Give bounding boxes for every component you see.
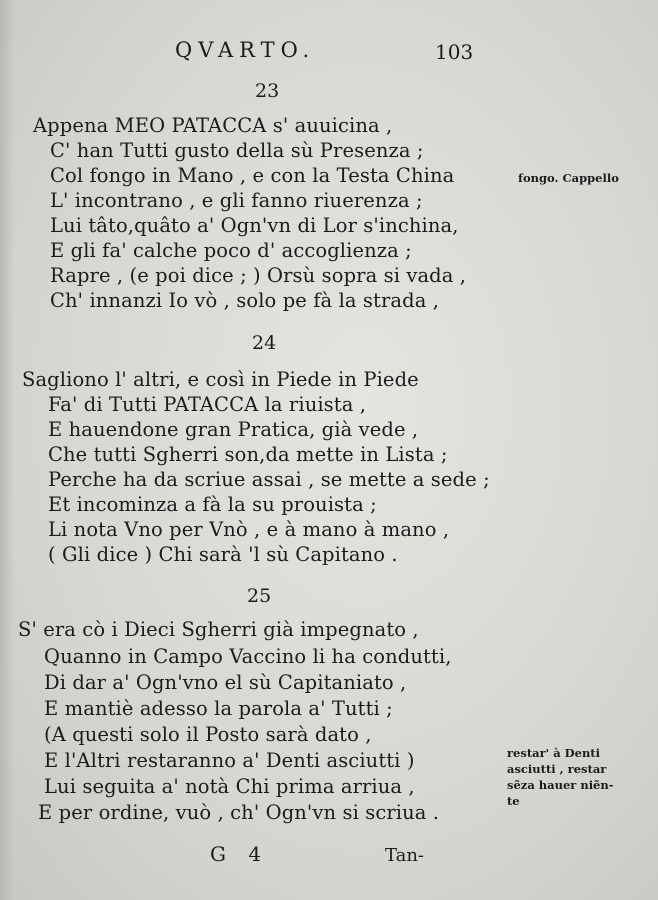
verse-line: L' incontrano , e gli fanno riuerenza ; xyxy=(50,189,423,212)
gloss-line: restar' à Denti xyxy=(507,746,600,760)
verse-line: E l'Altri restaranno a' Denti asciutti ) xyxy=(44,749,415,772)
marginal-gloss-fongo: fongo. Cappello xyxy=(518,171,619,185)
verse-line: Di dar a' Ogn'vno el sù Capitaniato , xyxy=(44,671,407,694)
marginal-gloss-denti xyxy=(507,745,614,809)
verse-line: ( Gli dice ) Chi sarà 'l sù Capitano . xyxy=(48,543,398,566)
verse-line: (A questi solo il Posto sarà dato , xyxy=(44,723,372,746)
verse-line: E mantiè adesso la parola a' Tutti ; xyxy=(44,697,393,720)
verse-line: Appena MEO PATACCA s' auuicina , xyxy=(33,114,393,137)
verse-line: Lui seguita a' notà Chi prima arriua , xyxy=(44,775,415,798)
page-gutter-shadow xyxy=(0,0,14,900)
verse-line: Et incominza a fà la su prouista ; xyxy=(48,493,377,516)
verse-line: Ch' innanzi Io vò , solo pe fà la strada , xyxy=(50,289,440,312)
verse-line: C' han Tutti gusto della sù Presenza ; xyxy=(50,139,424,162)
verse-line: E hauendone gran Pratica, già vede , xyxy=(48,418,419,441)
verse-line: Rapre , (e poi dice ; ) Orsù sopra si vada , xyxy=(50,264,467,287)
verse-line: E gli fa' calche poco d' accoglienza ; xyxy=(50,239,412,262)
signature-mark: G 4 xyxy=(210,842,270,866)
running-head: QVARTO. xyxy=(175,38,316,62)
verse-line: Quanno in Campo Vaccino li ha condutti, xyxy=(44,645,452,668)
verse-line: Lui tâto,quâto a' Ogn'vn di Lor s'inchina, xyxy=(50,214,459,237)
stanza-number: 25 xyxy=(247,585,272,607)
verse-line: Col fongo in Mano , e con la Testa China xyxy=(50,164,455,187)
verse-line: E per ordine, vuò , ch' Ogn'vn si scriua . xyxy=(38,801,440,824)
stanza-number: 23 xyxy=(255,80,280,102)
verse-line: Perche ha da scriue assai , se mette a sede ; xyxy=(48,468,490,491)
verse-line: S' era cò i Dieci Sgherri già impegnato , xyxy=(18,618,419,641)
page-number: 103 xyxy=(435,40,474,64)
gloss-line: te xyxy=(507,794,520,808)
gloss-line: asciutti , restar xyxy=(507,762,607,776)
stanza-number: 24 xyxy=(252,332,277,354)
verse-line: Che tutti Sgherri son,da mette in Lista ; xyxy=(48,443,448,466)
verse-line: Sagliono l' altri, e così in Piede in Piede xyxy=(22,368,419,391)
catchword: Tan- xyxy=(385,845,425,866)
verse-line: Fa' di Tutti PATACCA la riuista , xyxy=(48,393,367,416)
gloss-line: sẽza hauer niẽn- xyxy=(507,778,614,792)
verse-line: Li nota Vno per Vnò , e à mano à mano , xyxy=(48,518,450,541)
